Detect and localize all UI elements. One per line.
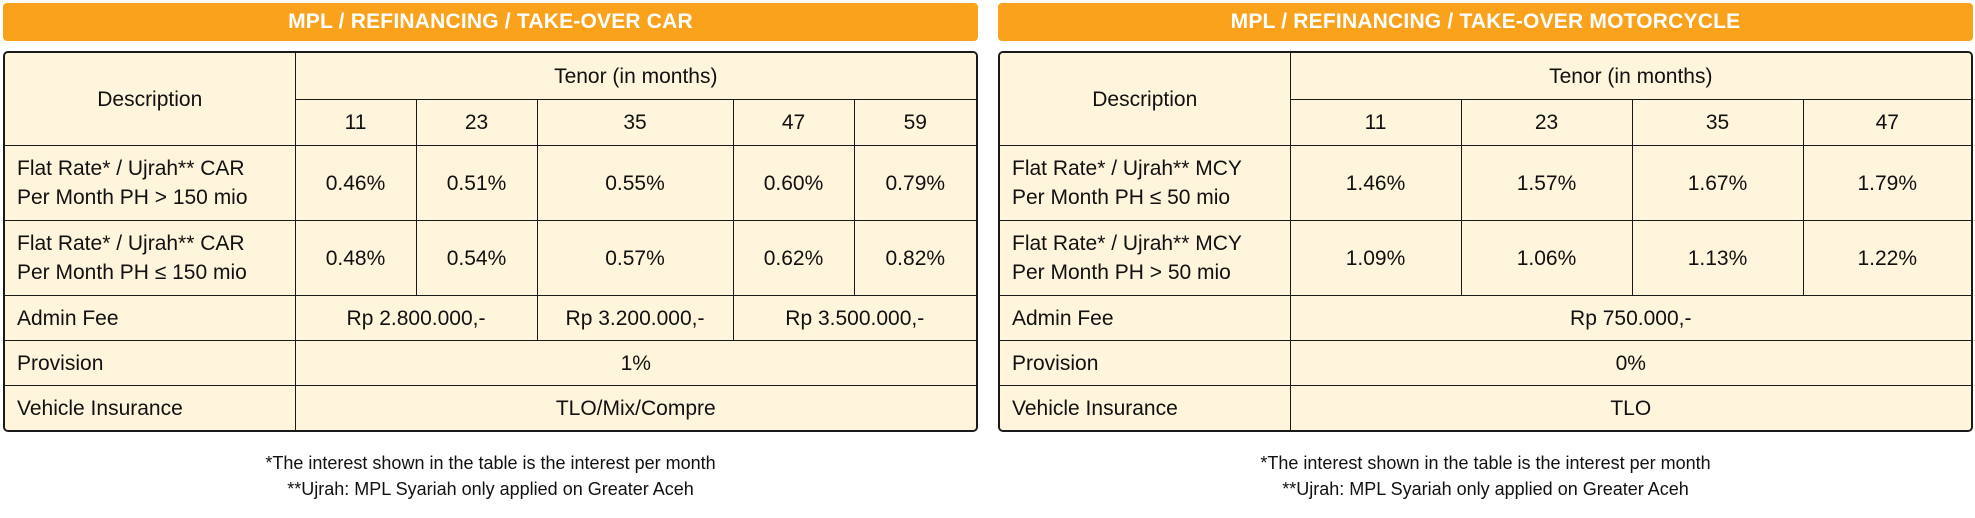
rate-cell: 1.13%: [1632, 221, 1803, 296]
tenor-cell: 11: [295, 100, 416, 146]
rate-cell: 1.09%: [1290, 221, 1461, 296]
vehicle-insurance-label: Vehicle Insurance: [5, 386, 295, 431]
admin-fee-value: Rp 3.500.000,-: [733, 296, 976, 341]
tenor-cell: 59: [854, 100, 976, 146]
provision-value: 0%: [1290, 341, 1971, 386]
tenor-cell: 47: [1803, 100, 1971, 146]
tenor-cell: 11: [1290, 100, 1461, 146]
admin-fee-value: Rp 750.000,-: [1290, 296, 1971, 341]
vehicle-insurance-value: TLO/Mix/Compre: [295, 386, 976, 431]
provision-value: 1%: [295, 341, 976, 386]
car-title-banner: MPL / REFINANCING / TAKE-OVER CAR: [3, 3, 978, 41]
car-rate-table: [3, 51, 978, 432]
description-header: Description: [1000, 53, 1290, 146]
provision-label: Provision: [1000, 341, 1290, 386]
tenor-header: Tenor (in months): [295, 53, 976, 100]
provision-label: Provision: [5, 341, 295, 386]
rate-cell: 1.22%: [1803, 221, 1971, 296]
rate-cell: 0.55%: [537, 146, 733, 221]
rate-cell: 0.48%: [295, 221, 416, 296]
tenor-cell: 23: [1461, 100, 1632, 146]
motorcycle-title-banner: MPL / REFINANCING / TAKE-OVER MOTORCYCLE: [998, 3, 1973, 41]
admin-fee-value: Rp 3.200.000,-: [537, 296, 733, 341]
footnote-ujrah: **Ujrah: MPL Syariah only applied on Greater Aceh: [287, 479, 694, 499]
rate-cell: 1.67%: [1632, 146, 1803, 221]
rate-cell: 1.46%: [1290, 146, 1461, 221]
car-footnotes: [3, 450, 978, 502]
tenor-cell: 35: [537, 100, 733, 146]
footnote-interest: *The interest shown in the table is the interest per month: [265, 453, 716, 473]
rate-row-label: Flat Rate* / Ujrah** CAR Per Month PH > 150 mio: [5, 146, 295, 221]
rate-cell: 0.60%: [733, 146, 854, 221]
rate-cell: 0.51%: [416, 146, 537, 221]
rate-cell: 0.54%: [416, 221, 537, 296]
motorcycle-panel: [998, 3, 1973, 502]
vehicle-insurance-label: Vehicle Insurance: [1000, 386, 1290, 431]
footnote-interest: *The interest shown in the table is the interest per month: [1260, 453, 1711, 473]
rate-cell: 0.57%: [537, 221, 733, 296]
admin-fee-value: Rp 2.800.000,-: [295, 296, 537, 341]
rate-cell: 0.46%: [295, 146, 416, 221]
car-panel: [3, 3, 978, 502]
description-header: Description: [5, 53, 295, 146]
rate-row-label: Flat Rate* / Ujrah** MCY Per Month PH > 50 mio: [1000, 221, 1290, 296]
rate-cell: 1.79%: [1803, 146, 1971, 221]
tenor-cell: 35: [1632, 100, 1803, 146]
rate-cell: 1.06%: [1461, 221, 1632, 296]
rate-cell: 0.62%: [733, 221, 854, 296]
motorcycle-rate-table: [998, 51, 1973, 432]
motorcycle-footnotes: [998, 450, 1973, 502]
tenor-header: Tenor (in months): [1290, 53, 1971, 100]
rate-row-label: Flat Rate* / Ujrah** CAR Per Month PH ≤ 150 mio: [5, 221, 295, 296]
footnote-ujrah: **Ujrah: MPL Syariah only applied on Greater Aceh: [1282, 479, 1689, 499]
rate-cell: 1.57%: [1461, 146, 1632, 221]
vehicle-insurance-value: TLO: [1290, 386, 1971, 431]
rate-row-label: Flat Rate* / Ujrah** MCY Per Month PH ≤ 50 mio: [1000, 146, 1290, 221]
admin-fee-label: Admin Fee: [5, 296, 295, 341]
rate-cell: 0.82%: [854, 221, 976, 296]
tenor-cell: 47: [733, 100, 854, 146]
tenor-cell: 23: [416, 100, 537, 146]
rate-cell: 0.79%: [854, 146, 976, 221]
admin-fee-label: Admin Fee: [1000, 296, 1290, 341]
